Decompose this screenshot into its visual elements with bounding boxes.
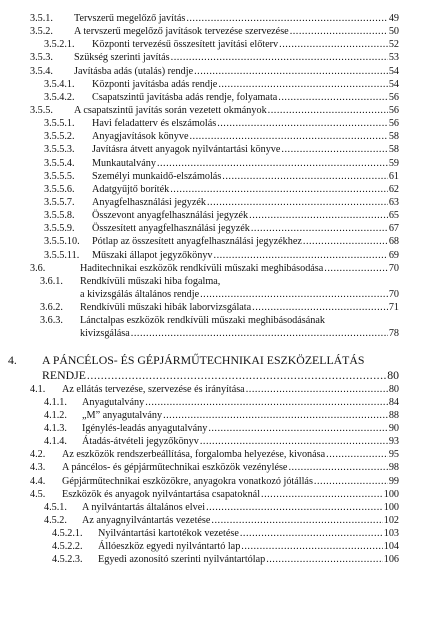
toc-entry-title: Összevont anyagfelhasználási jegyzék bbox=[92, 210, 249, 222]
toc-entry-page: 65 bbox=[388, 210, 399, 222]
toc-entry-page: 70 bbox=[388, 288, 399, 300]
toc-entry bbox=[0, 514, 429, 527]
toc-entry-title: Az anyagnyilvántartás vezetése bbox=[82, 514, 211, 526]
toc-entry-title: Személyi munkaidő-elszámolás bbox=[92, 170, 222, 182]
dot-leader bbox=[171, 51, 388, 64]
toc-entry-number: 4.1.4. bbox=[44, 436, 67, 448]
toc-entry-page: 78 bbox=[388, 328, 399, 340]
dot-leader bbox=[194, 65, 388, 78]
toc-entry bbox=[0, 368, 429, 383]
toc-entry bbox=[0, 209, 429, 222]
toc-entry-title: a kivizsgálás általános rendje bbox=[80, 288, 200, 300]
toc-entry-page: 56 bbox=[388, 118, 399, 130]
toc-entry-number: 4.1.1. bbox=[44, 396, 67, 408]
toc-entry-title: Adatgyűjtő boríték bbox=[92, 183, 170, 195]
toc-entry-number: 3.5.5.6. bbox=[44, 183, 75, 195]
toc-entry-number: 3.5.1. bbox=[30, 13, 53, 24]
toc-entry-number: 4.5.2.1. bbox=[52, 528, 83, 540]
toc-entry-page: 54 bbox=[388, 65, 399, 77]
toc-entry-page: 52 bbox=[388, 39, 399, 51]
toc-entry-title: Javításra átvett anyagok nyilvántartási könyve bbox=[92, 144, 281, 156]
toc-entry-title: Műszaki állapot jegyzőkönyv bbox=[92, 249, 213, 261]
toc-entry-number: 3.5.5.1. bbox=[44, 118, 75, 130]
toc-entry-title: Központi javításba adás rendje bbox=[92, 78, 218, 90]
toc-entry bbox=[0, 435, 429, 448]
toc-entry-title: Pótlap az összesített anyagfelhasználási jegyzékhez bbox=[92, 236, 302, 248]
toc-entry bbox=[0, 157, 429, 170]
toc-entry-number: 4.5.2.2. bbox=[52, 541, 83, 553]
toc-entry-number: 3.6.1. bbox=[40, 275, 63, 287]
dot-leader bbox=[131, 327, 388, 340]
toc-entry-page: 70 bbox=[388, 262, 399, 274]
toc-entry bbox=[0, 501, 429, 514]
toc-entry-title: Egyedi azonosító szerinti nyilvántartólap bbox=[98, 554, 266, 566]
toc-entry-page: 56 bbox=[388, 104, 399, 116]
dot-leader bbox=[214, 249, 388, 262]
dot-leader bbox=[288, 461, 387, 474]
toc-entry-title: Átadás-átvételi jegyzőkönyv bbox=[82, 436, 199, 448]
toc-entry-page: 99 bbox=[388, 475, 399, 487]
toc-entry-page: 71 bbox=[388, 302, 399, 314]
dot-leader bbox=[240, 527, 383, 540]
toc-entry-title: Rendkívüli műszaki hiba fogalma, bbox=[80, 275, 221, 287]
toc-entry bbox=[0, 51, 429, 64]
toc-entry bbox=[0, 104, 429, 117]
dot-leader bbox=[211, 514, 382, 527]
toc-entry-number: 3.5.3. bbox=[30, 52, 53, 64]
dot-leader bbox=[251, 222, 388, 235]
toc-entry-title: Anyagjavítások könyve bbox=[92, 131, 189, 143]
toc-entry bbox=[0, 488, 429, 501]
toc-entry-number: 4.1. bbox=[30, 383, 46, 395]
toc-entry bbox=[0, 353, 429, 368]
toc-entry bbox=[0, 422, 429, 435]
toc-entry-page: 56 bbox=[388, 91, 399, 103]
toc-entry bbox=[0, 409, 429, 422]
toc-entry bbox=[0, 288, 429, 301]
dot-leader bbox=[206, 501, 383, 514]
toc-entry-page: 100 bbox=[383, 501, 399, 513]
toc-entry-title: Összesített anyagfelhasználási jegyzék bbox=[92, 223, 250, 235]
toc-entry bbox=[0, 553, 429, 566]
toc-entry-number: 4.5.2. bbox=[44, 514, 67, 526]
toc-entry-title: Anyagfelhasználási jegyzék bbox=[92, 196, 206, 208]
toc-entry-number: 4. bbox=[8, 352, 17, 367]
dot-leader bbox=[252, 301, 388, 314]
dot-leader bbox=[290, 25, 388, 38]
toc-entry-number: 3.5.5.2. bbox=[44, 131, 75, 143]
toc-entry-title: Gépjárműtechnikai eszközökre, anyagokra vonatkozó jótállás bbox=[62, 475, 313, 487]
toc-entry-title: A PÁNCÉLOS- ÉS GÉPJÁRMŰTECHNIKAI ESZKÖZELLÁTÁS bbox=[42, 352, 365, 367]
dot-leader bbox=[200, 288, 388, 301]
dot-leader bbox=[246, 383, 388, 396]
toc-entry bbox=[0, 396, 429, 409]
dot-leader bbox=[249, 209, 388, 222]
toc-entry-page: 104 bbox=[383, 541, 399, 553]
toc-entry-page: 100 bbox=[383, 488, 399, 500]
toc-entry bbox=[0, 475, 429, 488]
toc-entry-page: 80 bbox=[388, 383, 399, 395]
dot-leader bbox=[222, 170, 388, 183]
toc-entry bbox=[0, 235, 429, 248]
toc-entry-number: 4.1.2. bbox=[44, 409, 67, 421]
dot-leader bbox=[281, 143, 387, 156]
toc-entry bbox=[0, 12, 429, 25]
toc-entry-page: 58 bbox=[388, 131, 399, 143]
dot-leader bbox=[207, 196, 388, 209]
toc-entry-number: 3.5.2.1. bbox=[44, 39, 75, 51]
toc-entry-number: 4.4. bbox=[30, 475, 46, 487]
toc-entry-title: Csapatszintű javításba adás rendje, folyamata bbox=[92, 91, 278, 103]
toc-entry-title: RENDJE bbox=[42, 367, 86, 382]
toc-entry-page: 53 bbox=[388, 52, 399, 64]
dot-leader bbox=[261, 488, 383, 501]
toc-entry-title: Lánctalpas eszközök rendkívüli műszaki meghibásodásának bbox=[80, 315, 325, 327]
toc-entry-number: 4.5.2.3. bbox=[52, 554, 83, 566]
toc-entry-number: 3.5.5.4. bbox=[44, 157, 75, 169]
toc-entry-title: Munkautalvány bbox=[92, 157, 156, 169]
toc-entry-title: Rendkívüli műszaki hibák laborvizsgálata bbox=[80, 302, 252, 314]
dot-leader bbox=[200, 435, 388, 448]
toc-entry-number: 3.6. bbox=[30, 262, 46, 274]
toc-entry-page: 61 bbox=[388, 170, 399, 182]
toc-entry-number: 3.5.5.5. bbox=[44, 170, 75, 182]
toc-entry-number: 3.5.5.8. bbox=[44, 210, 75, 222]
toc-entry-title: Az eszközök rendszerbeállítása, forgalomba helyezése, kivonása bbox=[62, 449, 326, 461]
dot-leader bbox=[189, 130, 387, 143]
toc-entry-page: 67 bbox=[388, 223, 399, 235]
toc-entry-number: 3.5.4.1. bbox=[44, 78, 75, 90]
toc-entry-page: 93 bbox=[388, 436, 399, 448]
dot-leader bbox=[268, 104, 388, 117]
toc-entry bbox=[0, 170, 429, 183]
toc-entry-number: 3.5.5.10. bbox=[44, 236, 80, 248]
toc-entry-page: 54 bbox=[388, 78, 399, 90]
toc-entry-page: 95 bbox=[388, 449, 399, 461]
toc-entry-title: A tervszerű megelőző javítások tervezése szervezése bbox=[74, 26, 289, 38]
toc-entry-title: kivizsgálása bbox=[80, 328, 130, 340]
toc-entry-title: Állóeszköz egyedi nyilvántartó lap bbox=[98, 541, 241, 553]
toc-entry-number: 4.5. bbox=[30, 488, 46, 500]
toc-entry-number: 4.2. bbox=[30, 449, 46, 461]
toc-entry-page: 50 bbox=[388, 26, 399, 38]
toc-spacer bbox=[0, 341, 429, 353]
toc-entry-number: 3.5.5.9. bbox=[44, 223, 75, 235]
dot-leader bbox=[87, 368, 386, 383]
toc-entry bbox=[0, 65, 429, 78]
toc-entry-page: 63 bbox=[388, 196, 399, 208]
toc-entry-number: 3.5.2. bbox=[30, 26, 53, 38]
toc-entry-title: Szükség szerinti javítás bbox=[74, 52, 170, 64]
toc-entry-page: 68 bbox=[388, 236, 399, 248]
toc-entry bbox=[0, 262, 429, 275]
toc-entry-number: 4.5.1. bbox=[44, 501, 67, 513]
dot-leader bbox=[218, 78, 387, 91]
dot-leader bbox=[314, 475, 388, 488]
toc-entry bbox=[0, 196, 429, 209]
toc-entry-number: 3.6.3. bbox=[40, 315, 63, 327]
toc-entry bbox=[0, 249, 429, 262]
table-of-contents bbox=[0, 12, 429, 566]
toc-entry-page: 88 bbox=[388, 409, 399, 421]
dot-leader bbox=[170, 183, 388, 196]
dot-leader bbox=[241, 540, 382, 553]
dot-leader bbox=[157, 157, 388, 170]
toc-entry bbox=[0, 91, 429, 104]
toc-entry-page: 90 bbox=[388, 422, 399, 434]
toc-entry-title: A nyilvántartás általános elvei bbox=[82, 501, 206, 513]
toc-entry-number: 4.1.3. bbox=[44, 422, 67, 434]
toc-entry-title: Havi feladatterv és elszámolás bbox=[92, 118, 217, 130]
dot-leader bbox=[278, 91, 388, 104]
toc-entry-number: 3.5.4. bbox=[30, 65, 53, 77]
toc-entry-number: 3.6.2. bbox=[40, 302, 63, 314]
toc-entry bbox=[0, 78, 429, 91]
toc-entry-number: 3.5.5.11. bbox=[44, 249, 80, 261]
toc-entry-title: Az ellátás tervezése, szervezése és irányítása bbox=[62, 383, 245, 395]
toc-entry-page: 102 bbox=[383, 514, 399, 526]
dot-leader bbox=[186, 12, 388, 25]
toc-entry-page: 98 bbox=[388, 462, 399, 474]
toc-entry-title: A csapatszintű javítás során vezetett okmányok bbox=[74, 104, 267, 116]
toc-entry-title: Anyagutalvány bbox=[82, 396, 145, 408]
toc-entry-page: 59 bbox=[388, 157, 399, 169]
toc-entry bbox=[0, 540, 429, 553]
toc-entry bbox=[0, 183, 429, 196]
toc-entry-number: 3.5.5.3. bbox=[44, 144, 75, 156]
toc-entry bbox=[0, 38, 429, 51]
toc-entry-page: 69 bbox=[388, 249, 399, 261]
toc-entry bbox=[0, 327, 429, 340]
dot-leader bbox=[324, 262, 388, 275]
toc-entry-page: 80 bbox=[387, 367, 399, 382]
toc-entry bbox=[0, 222, 429, 235]
toc-entry-title: Tervszerű megelőző javítás bbox=[74, 13, 186, 24]
dot-leader bbox=[303, 235, 388, 248]
toc-entry-page: 106 bbox=[383, 554, 399, 566]
toc-entry-number: 3.5.5. bbox=[30, 104, 53, 116]
dot-leader bbox=[266, 553, 383, 566]
toc-entry-title: Központi tervezésű összesített javítási előterv bbox=[92, 39, 279, 51]
dot-leader bbox=[208, 422, 388, 435]
toc-entry-page: 58 bbox=[388, 144, 399, 156]
toc-entry bbox=[0, 130, 429, 143]
toc-entry bbox=[0, 527, 429, 540]
dot-leader bbox=[163, 409, 388, 422]
toc-entry-number: 3.5.5.7. bbox=[44, 196, 75, 208]
toc-entry-title: Eszközök és anyagok nyilvántartása csapatoknál bbox=[62, 488, 261, 500]
dot-leader bbox=[145, 396, 388, 409]
toc-entry-title: Nyilvántartási kartotékok vezetése bbox=[98, 528, 239, 540]
toc-entry-title: „M” anyagutalvány bbox=[82, 409, 163, 421]
toc-entry bbox=[0, 301, 429, 314]
toc-entry-page: 103 bbox=[383, 528, 399, 540]
toc-entry-page: 62 bbox=[388, 183, 399, 195]
toc-entry-number: 4.3. bbox=[30, 462, 46, 474]
toc-entry-title: A páncélos- és gépjárműtechnikai eszközök vezénylése bbox=[62, 462, 288, 474]
toc-entry-title: Igénylés-leadás anyagutalvány bbox=[82, 422, 208, 434]
toc-entry-number: 3.5.4.2. bbox=[44, 91, 75, 103]
toc-entry bbox=[0, 448, 429, 461]
dot-leader bbox=[326, 448, 388, 461]
toc-entry bbox=[0, 25, 429, 38]
toc-entry bbox=[0, 117, 429, 130]
toc-entry-page: 49 bbox=[388, 13, 399, 24]
toc-entry-title: Javításba adás (utalás) rendje bbox=[74, 65, 194, 77]
toc-entry-page: 84 bbox=[388, 396, 399, 408]
toc-entry bbox=[0, 383, 429, 396]
dot-leader bbox=[217, 117, 388, 130]
toc-entry bbox=[0, 314, 429, 327]
toc-entry bbox=[0, 461, 429, 474]
dot-leader bbox=[279, 38, 388, 51]
toc-entry bbox=[0, 275, 429, 288]
toc-entry-title: Haditechnikai eszközök rendkívüli műszaki meghibásodása bbox=[80, 262, 324, 274]
toc-entry bbox=[0, 143, 429, 156]
